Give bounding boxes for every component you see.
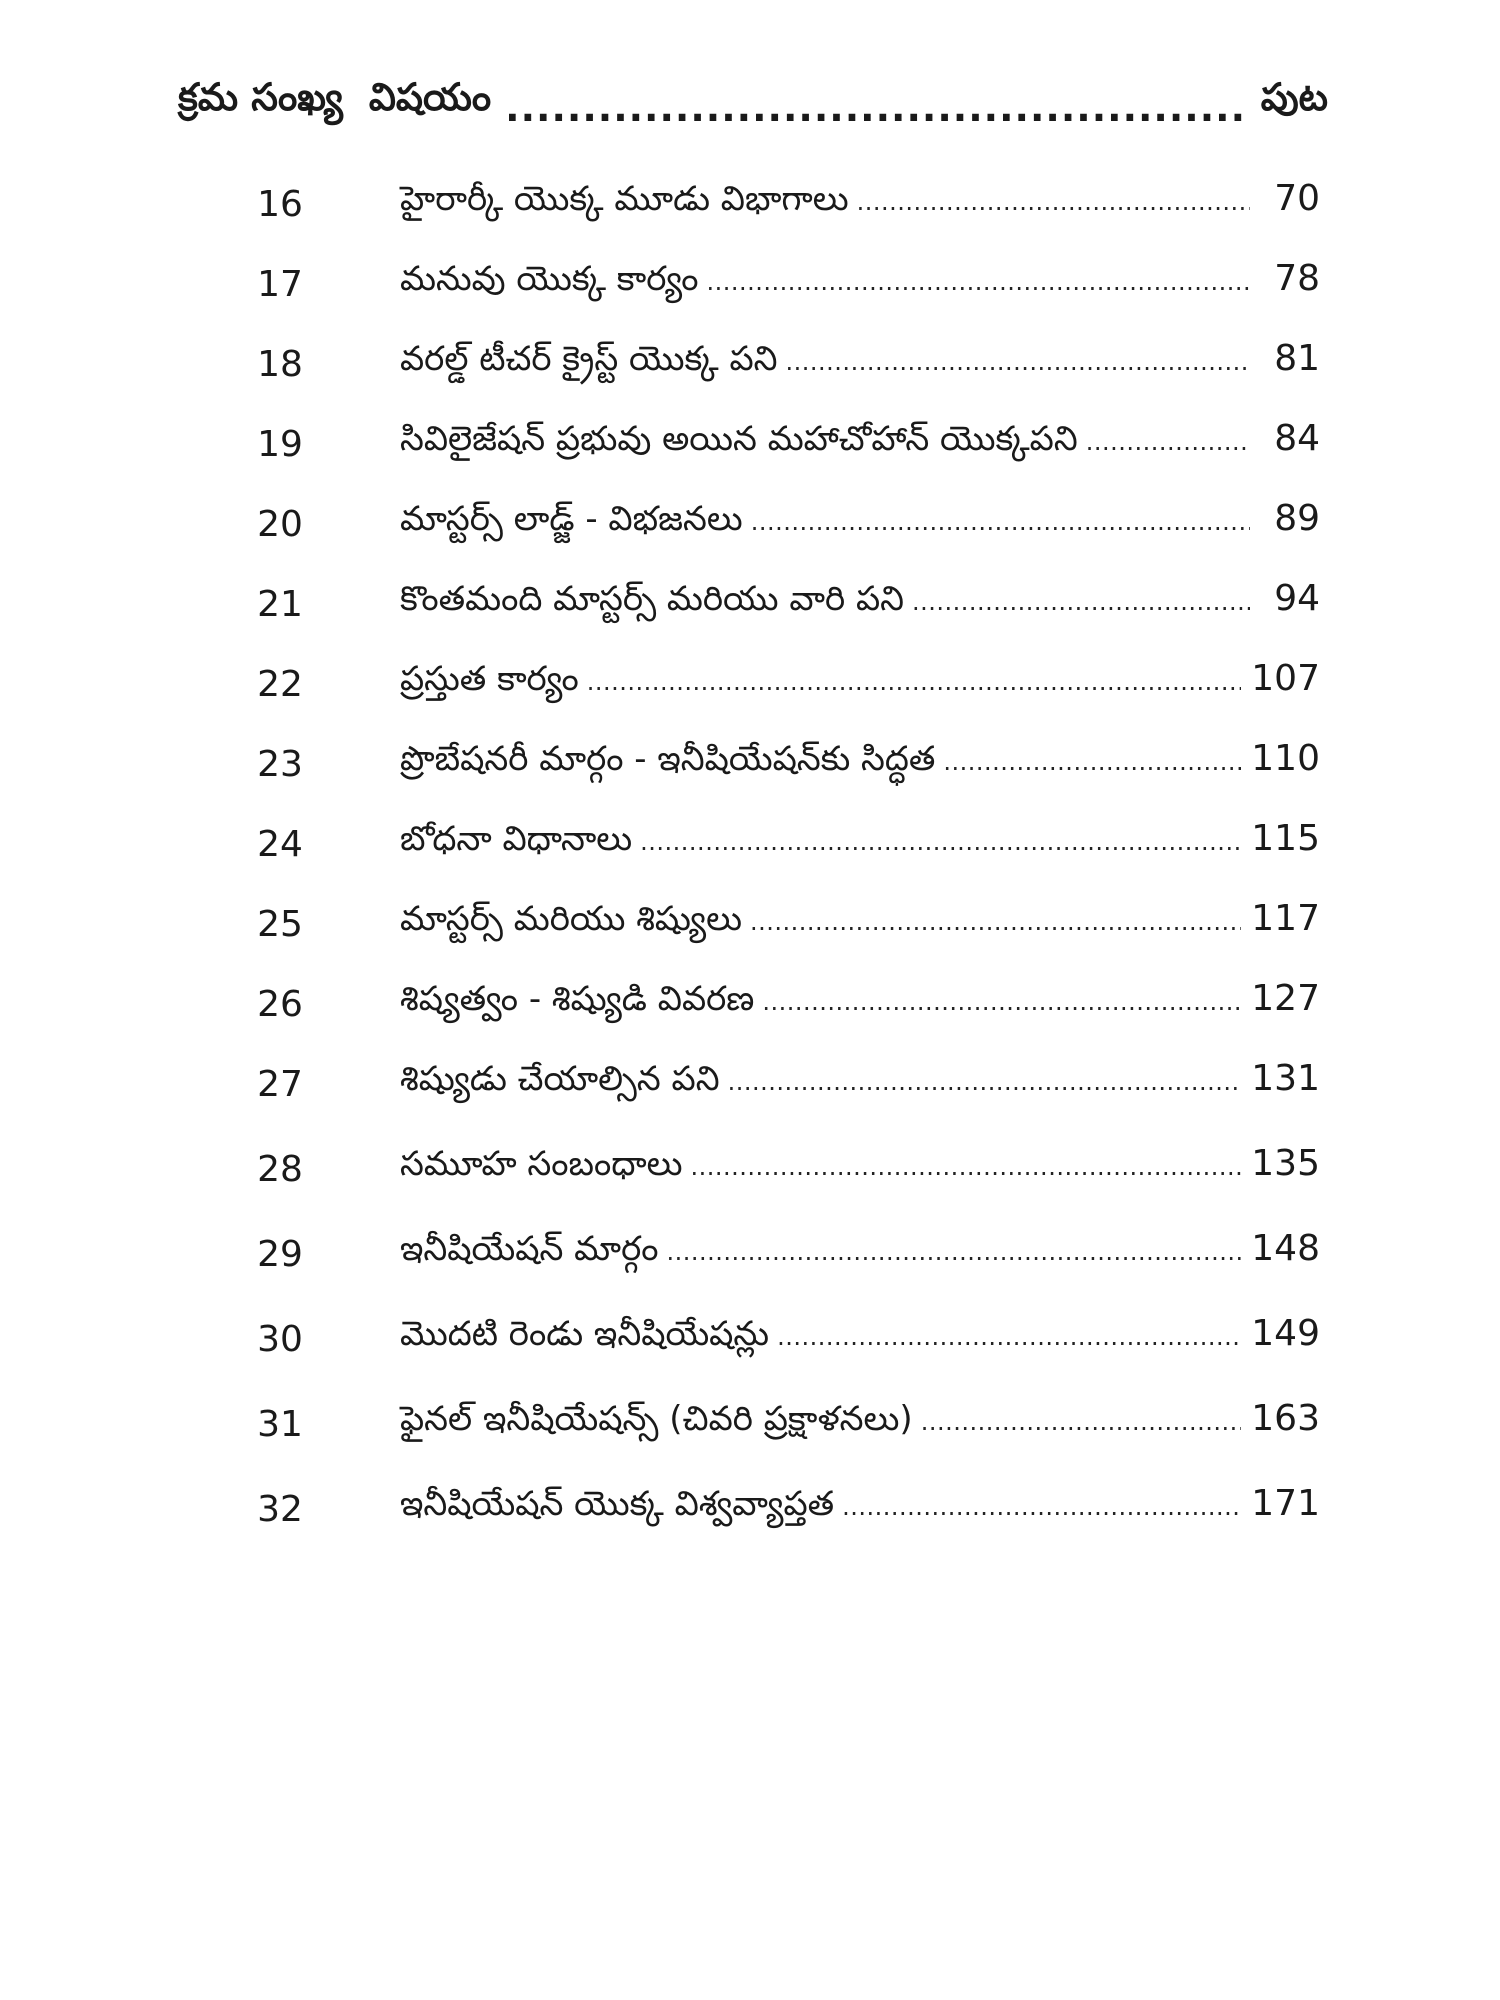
toc-row-title: హైరార్కీ యొక్క మూడు విభాగాలు: [400, 179, 849, 219]
toc-row: [0, 650, 1500, 720]
toc-row-title: ప్రస్తుత కార్యం: [400, 659, 579, 699]
toc-row-page: 117: [1251, 898, 1320, 939]
toc-row-number: 30: [257, 1319, 303, 1360]
toc-row: [0, 1305, 1500, 1375]
toc-row-page: 131: [1251, 1058, 1320, 1099]
toc-row-number: 20: [257, 504, 303, 545]
toc-row-title: శిష్యత్వం - శిష్యుడి వివరణ: [400, 979, 755, 1019]
toc-row-dot-leader: [666, 1238, 1241, 1266]
toc-row-number: 26: [257, 984, 303, 1025]
toc-row-page: 171: [1251, 1483, 1320, 1524]
header-dot-leader: [505, 86, 1247, 130]
toc-row-dot-leader: [943, 748, 1241, 776]
toc-row-page: 94: [1274, 578, 1320, 619]
toc-row-number: 25: [257, 904, 303, 945]
toc-row: [0, 1135, 1500, 1205]
toc-row-dot-leader: [751, 508, 1250, 536]
toc-row-page: 148: [1251, 1228, 1320, 1269]
toc-row-title: బోధనా విధానాలు: [400, 819, 633, 859]
toc-row-title: ఫైనల్ ఇనీషియేషన్స్ (చివరి ప్రక్షాళనలు): [400, 1399, 913, 1439]
toc-row-number: 19: [257, 424, 303, 465]
toc-row-number: 23: [257, 744, 303, 785]
toc-row-title: మాస్టర్స్ లాడ్జ్ - విభజనలు: [400, 499, 743, 539]
toc-row-number: 17: [257, 264, 303, 305]
toc-row-title: శిష్యుడు చేయాల్సిన పని: [400, 1059, 720, 1099]
toc-row-dot-leader: [750, 908, 1241, 936]
toc-row-dot-leader: [728, 1068, 1242, 1096]
toc-row-number: 22: [257, 664, 303, 705]
toc-row-dot-leader: [640, 828, 1241, 856]
toc-row-title: సమూహ సంబంధాలు: [400, 1144, 683, 1184]
toc-row-page: 149: [1251, 1313, 1320, 1354]
toc-row-number: 21: [257, 584, 303, 625]
toc-row: [0, 1390, 1500, 1460]
header-serial-label: క్రమ సంఖ్య: [178, 75, 343, 119]
toc-row-dot-leader: [762, 988, 1241, 1016]
toc-row-title: సివిలైజేషన్ ప్రభువు అయిన మహాచోహాన్ యొక్కపని: [400, 419, 1078, 459]
header-subject-label: విషయం: [368, 75, 492, 119]
toc-row-page: 107: [1251, 658, 1320, 699]
toc-row-number: 28: [257, 1149, 303, 1190]
header-page-label: పుట: [1260, 75, 1328, 119]
toc-row-title: మనువు యొక్క కార్యం: [400, 259, 699, 299]
toc-row-dot-leader: [842, 1493, 1241, 1521]
toc-row: [0, 250, 1500, 320]
toc-row: [0, 1220, 1500, 1290]
toc-row-page: 89: [1274, 498, 1320, 539]
toc-row-title: మాస్టర్స్ మరియు శిష్యులు: [400, 899, 742, 939]
toc-row: [0, 1475, 1500, 1545]
toc-row: [0, 570, 1500, 640]
toc-row-page: 78: [1274, 258, 1320, 299]
toc-row-title: ఇనీషియేషన్ మార్గం: [400, 1229, 659, 1269]
toc-row-page: 115: [1251, 818, 1320, 859]
toc-row-number: 31: [257, 1404, 303, 1445]
toc-row-dot-leader: [912, 588, 1250, 616]
toc-row-number: 32: [257, 1489, 303, 1530]
toc-row-page: 135: [1251, 1143, 1320, 1184]
toc-row: [0, 490, 1500, 560]
toc-header: [178, 72, 1328, 132]
toc-row-dot-leader: [786, 348, 1250, 376]
toc-row-number: 27: [257, 1064, 303, 1105]
toc-row-dot-leader: [921, 1408, 1242, 1436]
toc-row: [0, 410, 1500, 480]
toc-row-page: 84: [1274, 418, 1320, 459]
toc-row-number: 16: [257, 184, 303, 225]
toc-row: [0, 730, 1500, 800]
toc-row-dot-leader: [587, 668, 1242, 696]
toc-row-title: మొదటి రెండు ఇనీషియేషన్లు: [400, 1314, 770, 1354]
toc-row-dot-leader: [707, 268, 1250, 296]
toc-row: [0, 970, 1500, 1040]
toc-row-title: వరల్డ్ టీచర్ క్రైస్ట్ యొక్క పని: [400, 339, 778, 379]
toc-row-page: 70: [1274, 178, 1320, 219]
toc-row-page: 127: [1251, 978, 1320, 1019]
toc-row-number: 18: [257, 344, 303, 385]
toc-row-page: 163: [1251, 1398, 1320, 1439]
toc-row-number: 29: [257, 1234, 303, 1275]
toc-row-title: ఇనీషియేషన్ యొక్క విశ్వవ్యాప్తత: [400, 1484, 835, 1524]
toc-row-page: 110: [1251, 738, 1320, 779]
toc-row-page: 81: [1274, 338, 1320, 379]
toc-row: [0, 810, 1500, 880]
toc-row-title: కొంతమంది మాస్టర్స్ మరియు వారి పని: [400, 579, 904, 619]
toc-row-dot-leader: [1086, 428, 1250, 456]
toc-row: [0, 170, 1500, 240]
toc-row-number: 24: [257, 824, 303, 865]
toc-row-dot-leader: [857, 188, 1250, 216]
toc-row-dot-leader: [777, 1323, 1241, 1351]
toc-row: [0, 890, 1500, 960]
toc-row: [0, 330, 1500, 400]
toc-row: [0, 1050, 1500, 1120]
toc-row-dot-leader: [691, 1153, 1242, 1181]
toc-row-title: ప్రొబేషనరీ మార్గం - ఇనీషియేషన్‌కు సిద్ధత: [400, 739, 936, 779]
